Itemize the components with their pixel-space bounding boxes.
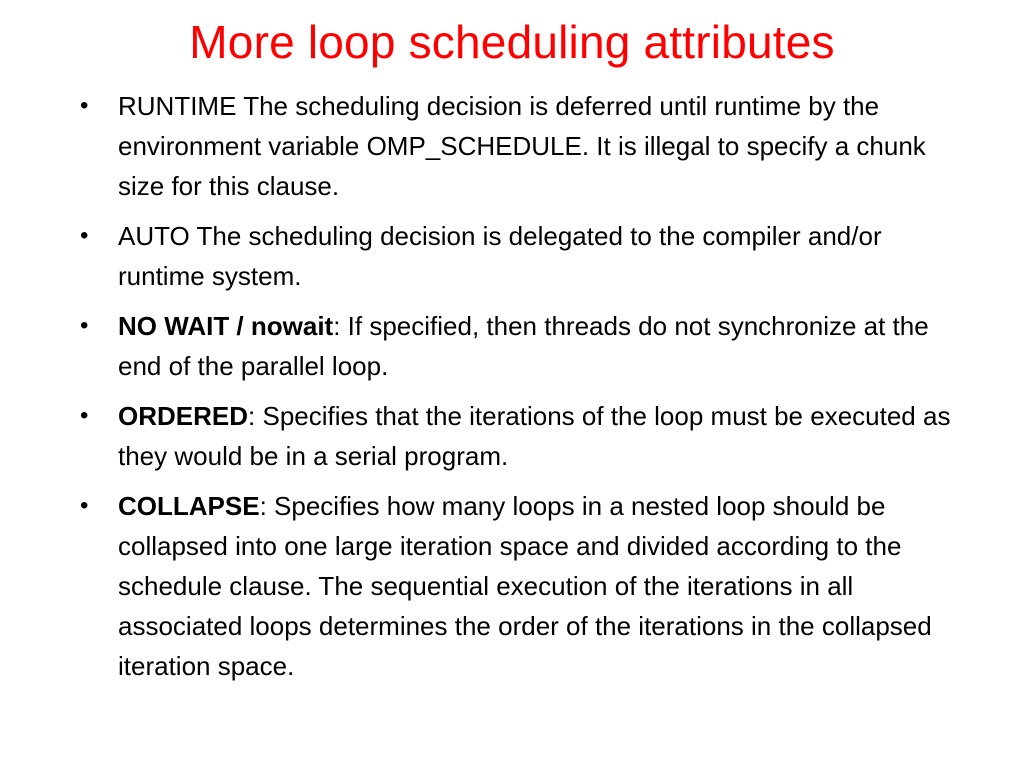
bullet-item-nowait (76, 306, 956, 386)
bullet-icon: • (80, 222, 89, 249)
bullet-list (76, 86, 956, 696)
bullet-text: AUTO The scheduling decision is delegated to the compiler and/or runtime system. (118, 221, 882, 291)
bullet-separator: : (333, 311, 341, 341)
bullet-term: ORDERED (118, 401, 249, 431)
bullet-item-auto (76, 216, 956, 296)
bullet-separator: : (259, 491, 267, 521)
bullet-icon: • (80, 92, 89, 119)
bullet-text: Specifies how many loops in a nested loop should be collapsed into one large iteration space and divided according to the schedule clause. The sequential execution of the iterations in all associated loops determines the order of the iterations in the collapsed iteration space. (118, 491, 932, 681)
bullet-item-collapse (76, 486, 956, 686)
bullet-icon: • (80, 492, 89, 519)
bullet-separator: : (248, 401, 256, 431)
bullet-icon: • (80, 312, 89, 339)
bullet-term: NO WAIT / nowait (118, 311, 334, 341)
slide-title: More loop scheduling attributes (189, 16, 835, 68)
bullet-term: COLLAPSE (118, 491, 260, 521)
bullet-icon: • (80, 402, 89, 429)
bullet-text: Specifies that the iterations of the loop must be executed as they would be in a serial program. (118, 401, 951, 471)
bullet-item-runtime (76, 86, 956, 206)
bullet-text: If specified, then threads do not synchronize at the end of the parallel loop. (118, 311, 929, 381)
bullet-item-ordered (76, 396, 956, 476)
bullet-text: RUNTIME The scheduling decision is deferred until runtime by the environment variable OMP_SCHEDULE. It is illegal to specify a chunk size for this clause. (118, 91, 926, 201)
